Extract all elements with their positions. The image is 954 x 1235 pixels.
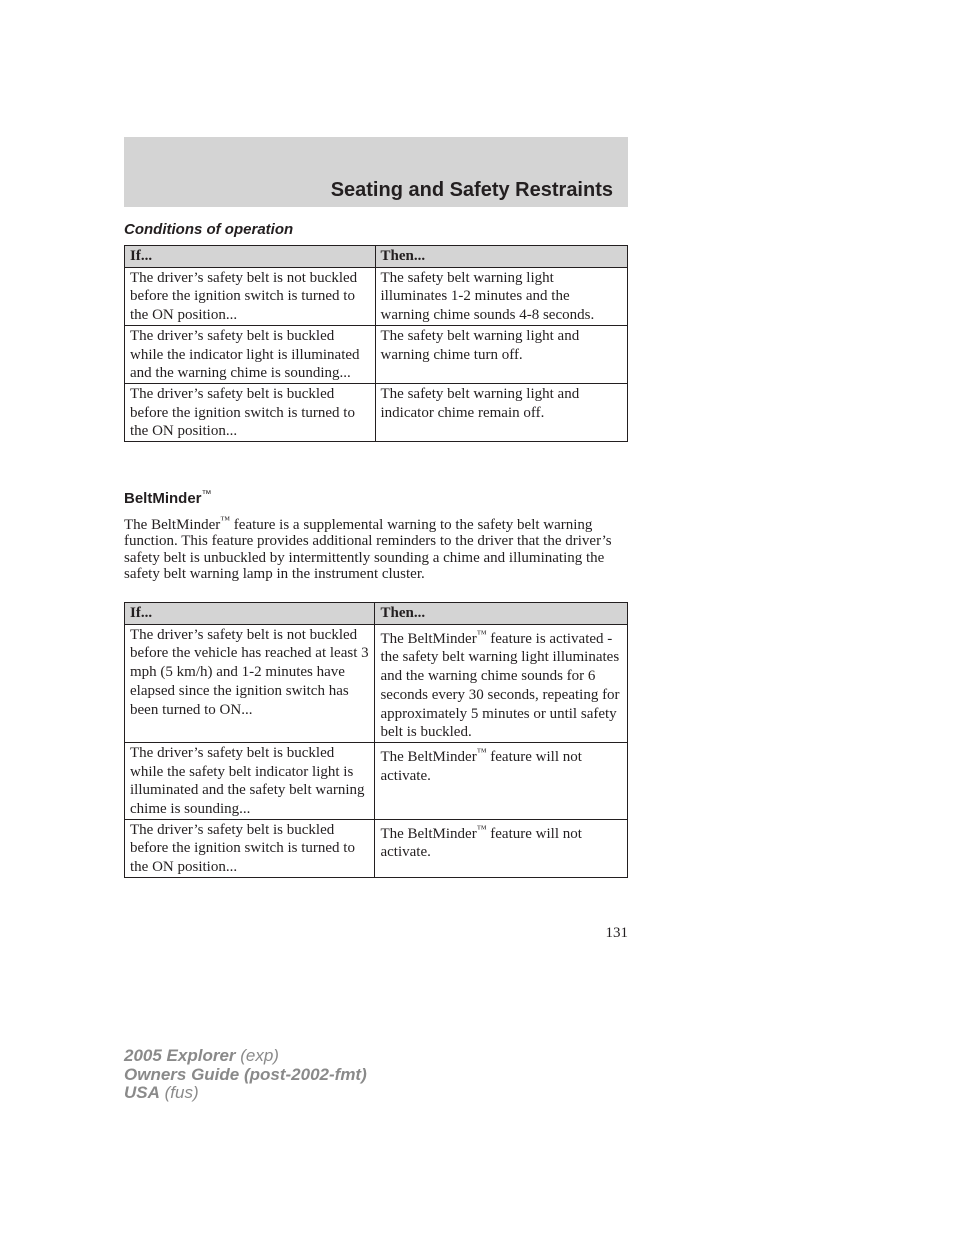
column-header-if: If... bbox=[125, 603, 375, 625]
cell-then-start: The BeltMinder bbox=[380, 748, 477, 765]
table-header-row bbox=[125, 246, 628, 268]
cell-then-start: The BeltMinder bbox=[380, 630, 477, 647]
footer-line-model bbox=[124, 1047, 367, 1066]
cell-then: The safety belt warning light and indicator chime remain off. bbox=[375, 383, 628, 441]
table-row bbox=[125, 742, 628, 819]
cell-then-rest: feature is activated - the safety belt warning light illuminates and the warning chime sounds for 6 seconds every 30 seconds, repeating for approximately 5 minutes or until safety belt is buckled. bbox=[380, 630, 620, 741]
table-row bbox=[125, 819, 628, 877]
footer-line-guide bbox=[124, 1066, 367, 1085]
cell-then bbox=[375, 742, 628, 819]
cell-if: The driver’s safety belt is buckled before the ignition switch is turned to the ON position... bbox=[125, 383, 376, 441]
cell-then bbox=[375, 819, 628, 877]
document-footer bbox=[124, 1047, 367, 1103]
conditions-heading: Conditions of operation bbox=[124, 221, 294, 238]
footer-market-code: (fus) bbox=[159, 1083, 199, 1102]
cell-then: The safety belt warning light and warning chime turn off. bbox=[375, 325, 628, 383]
cell-if: The driver’s safety belt is buckled while the indicator light is illuminated and the warning chime is sounding... bbox=[125, 325, 376, 383]
cell-then-rest: feature will not activate. bbox=[380, 748, 582, 784]
trademark-symbol: ™ bbox=[476, 746, 487, 758]
para-text-start: The BeltMinder bbox=[124, 517, 221, 533]
cell-if: The driver’s safety belt is not buckled before the vehicle has reached at least 3 mph (5 km/h) and 1-2 minutes have elapsed since the ignition switch has been turned to ON... bbox=[125, 624, 375, 742]
cell-if: The driver’s safety belt is not buckled before the ignition switch is turned to the ON position... bbox=[125, 267, 376, 325]
trademark-symbol: ™ bbox=[476, 823, 487, 835]
cell-then-rest: feature will not activate. bbox=[380, 825, 582, 861]
table-header-row bbox=[125, 603, 628, 625]
cell-if: The driver’s safety belt is buckled while the safety belt indicator light is illuminated and the safety belt warning chime is sounding... bbox=[125, 742, 375, 819]
column-header-if: If... bbox=[125, 246, 376, 268]
column-header-then: Then... bbox=[375, 603, 628, 625]
cell-if: The driver’s safety belt is buckled before the ignition switch is turned to the ON position... bbox=[125, 819, 375, 877]
table-row bbox=[125, 267, 628, 325]
beltminder-description bbox=[124, 513, 628, 583]
trademark-symbol: ™ bbox=[220, 515, 231, 526]
section-title: Seating and Safety Restraints bbox=[330, 179, 613, 201]
beltminder-heading bbox=[124, 489, 212, 507]
cell-then-start: The BeltMinder bbox=[380, 825, 477, 842]
footer-model-code: (exp) bbox=[235, 1046, 279, 1065]
footer-line-market bbox=[124, 1084, 367, 1103]
cell-then: The safety belt warning light illuminates 1-2 minutes and the warning chime sounds 4-8 seconds. bbox=[375, 267, 628, 325]
table-row bbox=[125, 325, 628, 383]
column-header-then: Then... bbox=[375, 246, 628, 268]
section-header-band bbox=[124, 137, 628, 207]
footer-model: 2005 Explorer bbox=[124, 1046, 236, 1065]
footer-market: USA bbox=[124, 1083, 160, 1102]
conditions-table bbox=[124, 245, 628, 442]
trademark-symbol: ™ bbox=[201, 489, 212, 500]
beltminder-table bbox=[124, 602, 628, 878]
table-row bbox=[125, 624, 628, 742]
para-text-rest: feature is a supplemental warning to the safety belt warning function. This feature provides additional reminders to the driver that the driver’s safety belt is unbuckled by intermittently sounding a chime and illuminating the safety belt warning lamp in the instrument cluster. bbox=[124, 517, 612, 583]
cell-then bbox=[375, 624, 628, 742]
page-number: 131 bbox=[605, 925, 628, 941]
beltminder-heading-text: BeltMinder bbox=[124, 490, 202, 507]
table-row bbox=[125, 383, 628, 441]
footer-guide: Owners Guide (post-2002-fmt) bbox=[124, 1064, 367, 1084]
trademark-symbol: ™ bbox=[476, 628, 487, 640]
